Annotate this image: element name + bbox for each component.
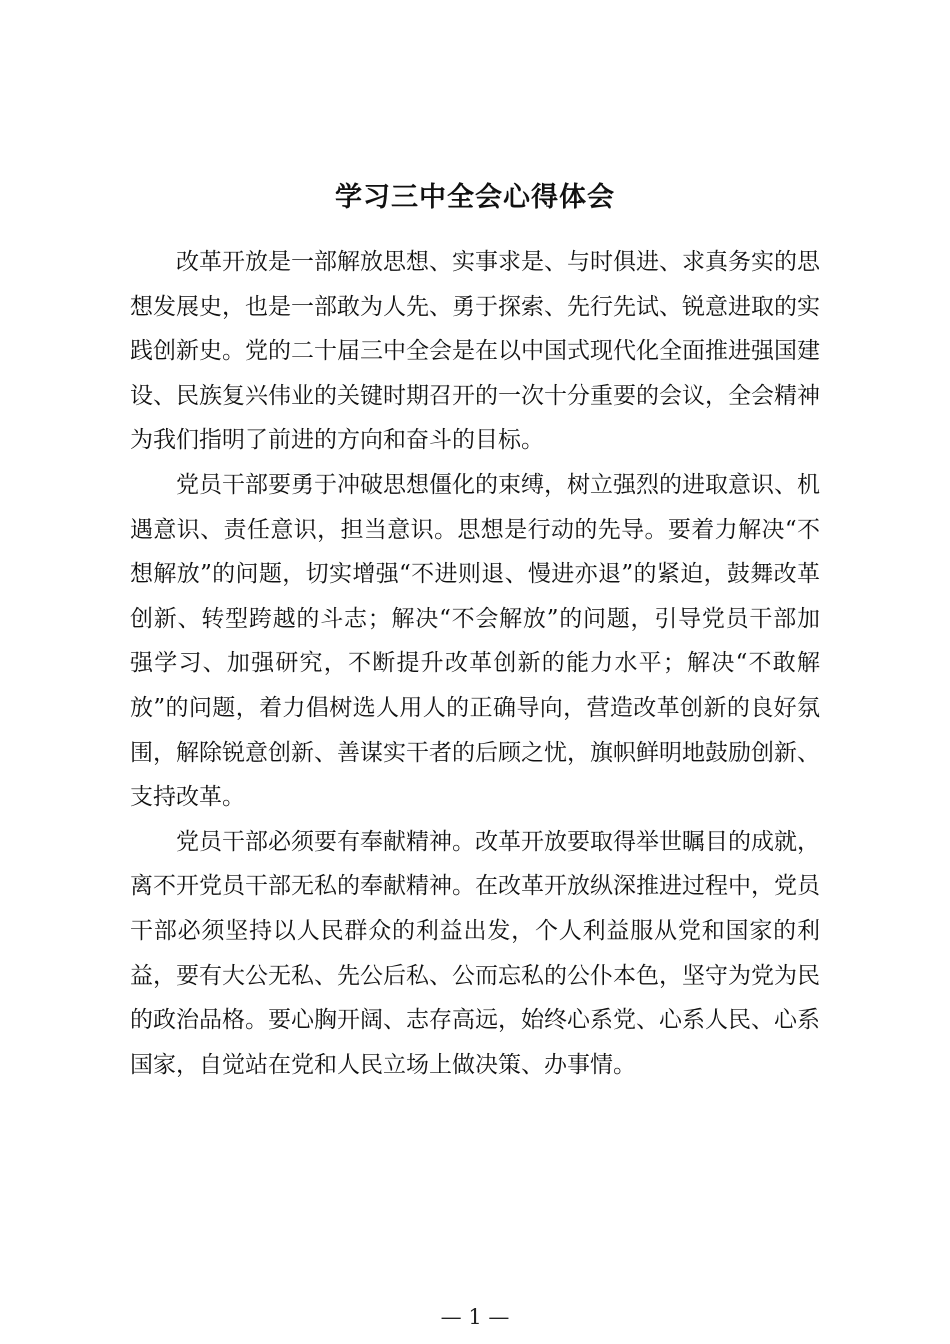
paragraph-3: 党员干部必须要有奉献精神。改革开放要取得举世瞩目的成就，离不开党员干部无私的奉献精神。在改革开放纵深推进过程中，党员干部必须坚持以人民群众的利益出发，个人利益服从党和国家的利益，要有大公无私、先公后私、公而忘私的公仆本色，坚守为党为民的政治品格。要心胸开阔、志存高远，始终心系党、心系人民、心系国家，自觉站在党和人民立场上做决策、办事情。 <box>130 828 820 1078</box>
document-title: 学习三中全会心得体会 <box>335 182 615 213</box>
document-body <box>130 240 820 1087</box>
paragraph-2: 党员干部要勇于冲破思想僵化的束缚，树立强烈的进取意识、机遇意识、责任意识，担当意识。思想是行动的先导。要着力解决“不想解放”的问题，切实增强“不进则退、慢进亦退”的紧迫，鼓舞改革创新、转型跨越的斗志；解决“不会解放”的问题，引导党员干部加强学习、加强研究，不断提升改革创新的能力水平；解决“不敢解放”的问题，着力倡树选人用人的正确导向，营造改革创新的良好氛围，解除锐意创新、善谋实干者的后顾之忧，旗帜鲜明地鼓励创新、支持改革。 <box>130 471 820 811</box>
paragraph-1: 改革开放是一部解放思想、实事求是、与时俱进、求真务实的思想发展史，也是一部敢为人先、勇于探索、先行先试、锐意进取的实践创新史。党的二十届三中全会是在以中国式现代化全面推进强国建设、民族复兴伟业的关键时期召开的一次十分重要的会议，全会精神为我们指明了前进的方向和奋斗的目标。 <box>130 249 820 454</box>
page-number: — 1 — <box>440 1305 510 1329</box>
